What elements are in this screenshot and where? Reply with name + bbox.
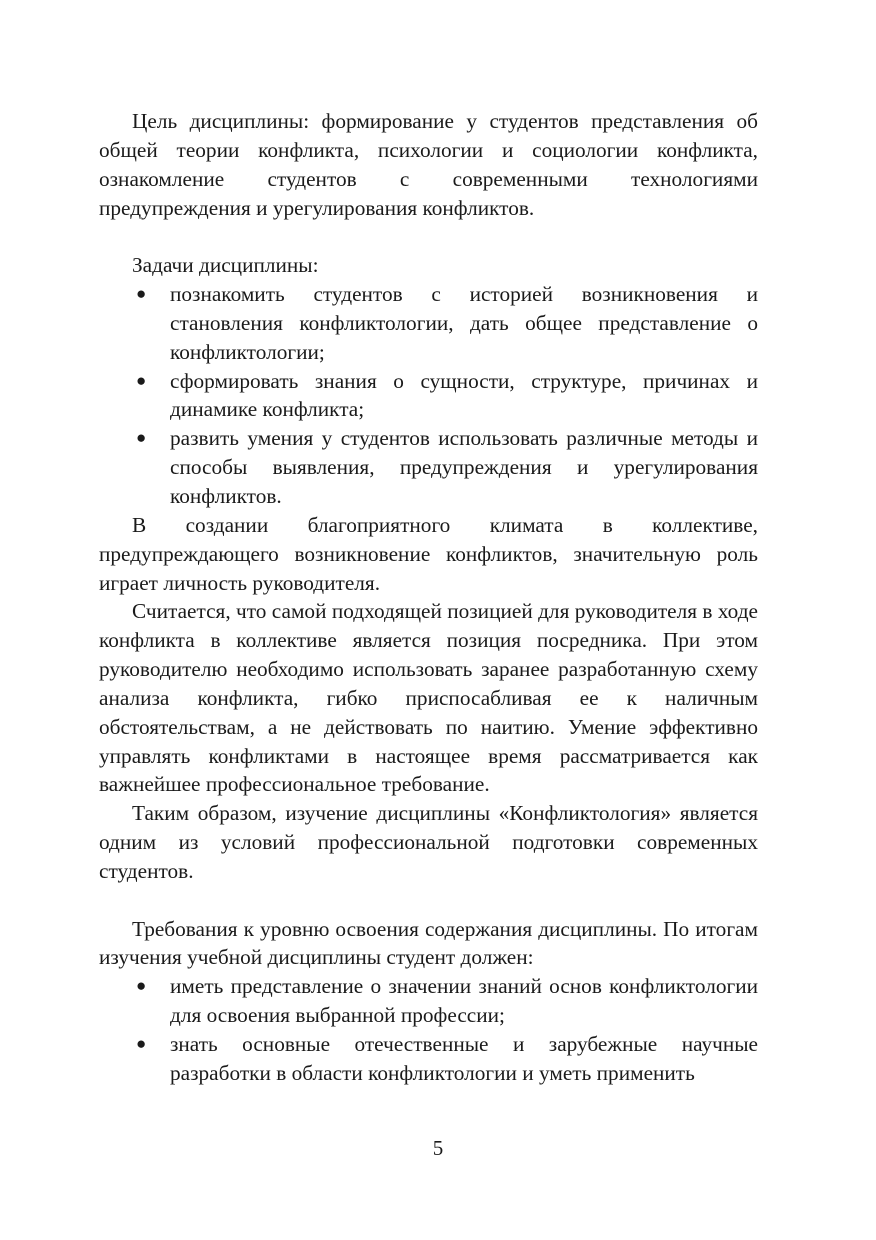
list-item: [99, 972, 758, 1030]
list-item: [99, 424, 758, 511]
page-text: [99, 107, 758, 1088]
body-paragraph: Считается, что самой подходящей позицией для руководителя в ходе конфликта в коллективе является позиция посредника. При этом руководителю необходимо использовать заранее разработанную схему анализа конфликта, гибко приспосабливая ее к наличным обстоятельствам, а не действовать по наитию. Умение эффективно управлять конфликтами в настоящее время рассматривается как важнейшее профессиональное требование.: [99, 599, 758, 797]
body-paragraph: В создании благоприятного климата в коллективе, предупреждающего возникновение конфликтов, значительную роль играет личность руководителя.: [99, 512, 758, 595]
body-paragraph: Таким образом, изучение дисциплины «Конфликтология» является одним из условий профессиональной подготовки современных студентов.: [99, 801, 758, 883]
bullet-icon: ●: [136, 976, 147, 996]
discipline-goal-paragraph: Цель дисциплины: формирование у студентов представления об общей теории конфликта, психологии и социологии конфликта, ознакомление студентов с современными технологиями предупреждения и урегулирования конфликтов.: [99, 109, 758, 220]
bullet-icon: ●: [136, 428, 147, 448]
list-item-text: сформировать знания о сущности, структуре, причинах и динамике конфликта;: [170, 368, 758, 422]
bullet-icon: ●: [136, 284, 147, 304]
list-item-text: развить умения у студентов использовать различные методы и способы выявления, предупреждения и урегулирования конфликтов.: [170, 426, 758, 508]
list-item-text: знать основные отечественные и зарубежные научные разработки в области конфликтологии и уметь применить: [170, 1032, 758, 1085]
bullet-icon: ●: [136, 370, 147, 390]
list-item-text: иметь представление о значении знаний основ конфликтологии для освоения выбранной профессии;: [170, 974, 758, 1028]
list-item: [99, 280, 758, 367]
list-item: [99, 1030, 758, 1088]
requirements-list: [99, 972, 758, 1087]
tasks-list: [99, 280, 758, 511]
page-number: 5: [432, 1136, 444, 1160]
list-item-text: познакомить студентов с историей возникновения и становления конфликтологии, дать общее представление о конфликтологии;: [170, 282, 758, 364]
paragraph-spacer: [99, 222, 758, 251]
list-item: [99, 367, 758, 425]
paragraph-spacer: [99, 886, 758, 915]
bullet-icon: ●: [136, 1034, 147, 1053]
requirements-intro: Требования к уровню освоения содержания дисциплины. По итогам изучения учебной дисциплины студент должен:: [99, 916, 758, 970]
tasks-heading: Задачи дисциплины:: [132, 253, 319, 278]
